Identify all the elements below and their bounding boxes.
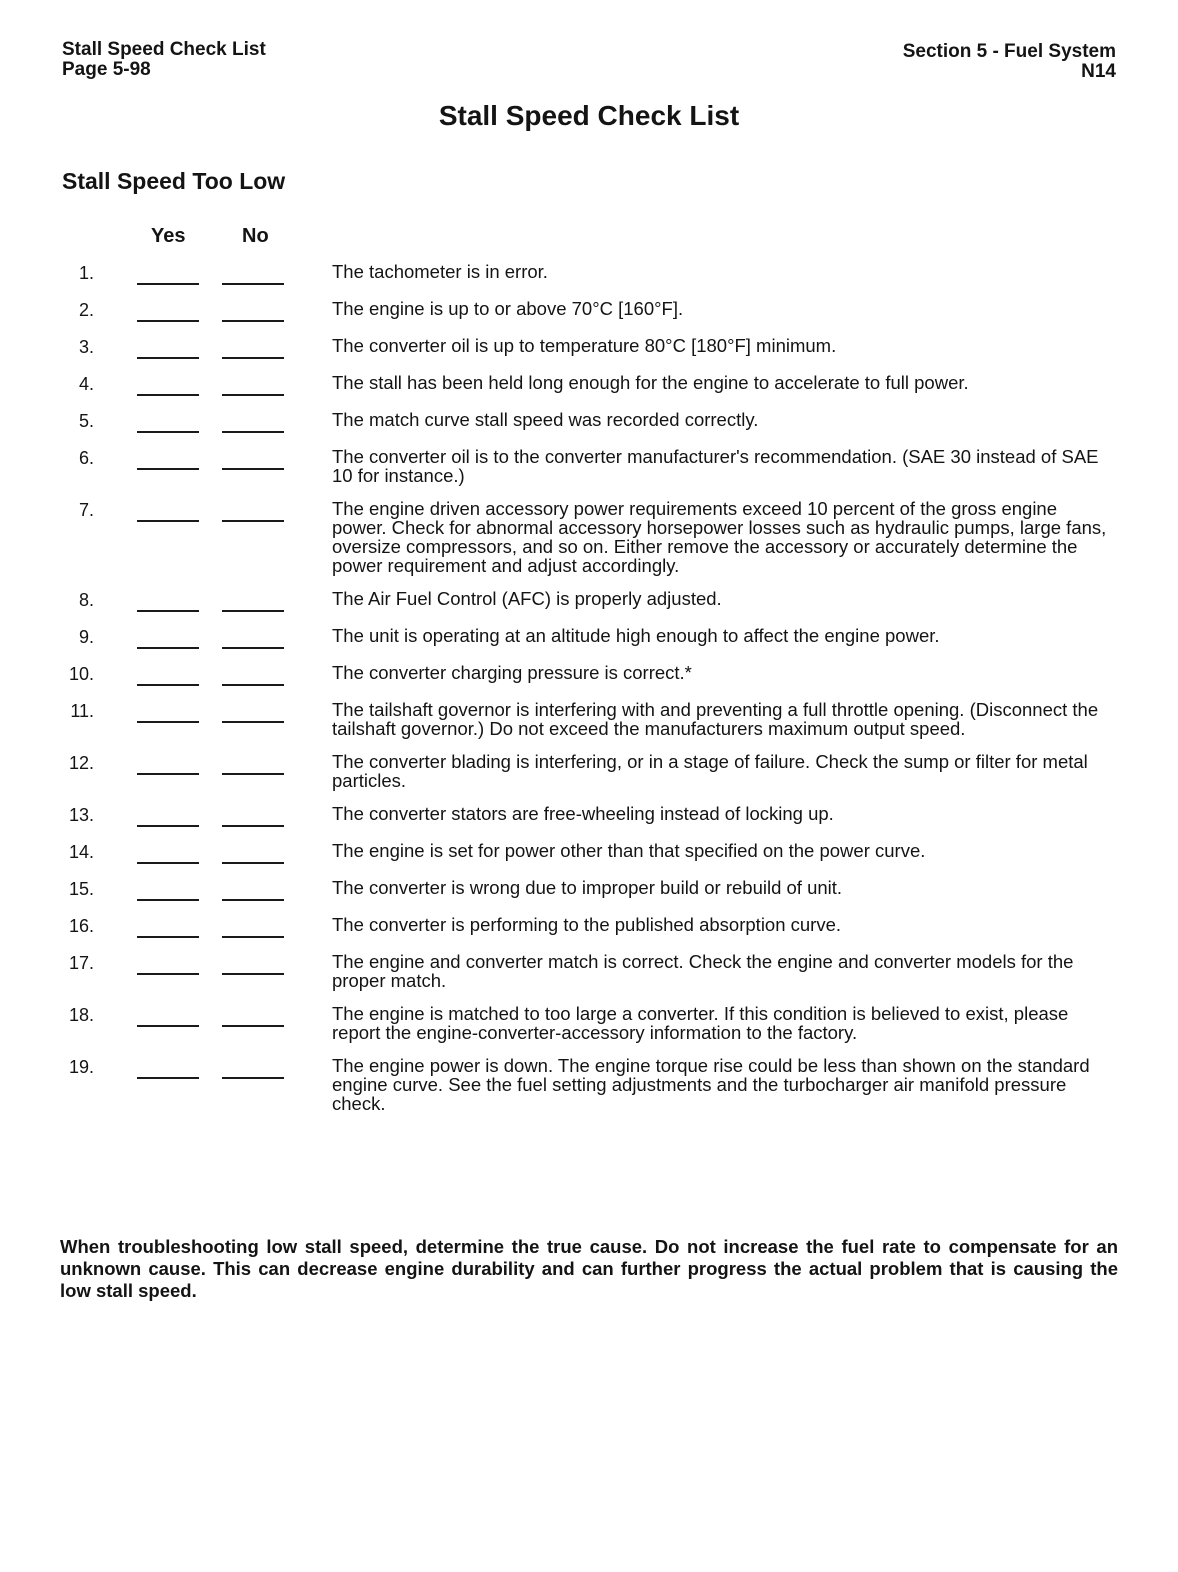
no-answer-blank[interactable]: [222, 936, 284, 938]
checklist-item: [0, 663, 1178, 686]
item-text: The tachometer is in error.: [332, 261, 548, 282]
checklist: [0, 262, 1178, 1127]
checklist-item: [0, 841, 1178, 864]
no-answer-blank[interactable]: [222, 357, 284, 359]
no-answer-blank[interactable]: [222, 394, 284, 396]
checklist-item: [0, 373, 1178, 396]
yes-answer-blank[interactable]: [137, 394, 199, 396]
yes-answer-blank[interactable]: [137, 773, 199, 775]
checklist-item: [0, 752, 1178, 790]
item-number: 14.: [68, 842, 94, 862]
item-number: 9.: [78, 627, 94, 647]
checklist-item: [0, 336, 1178, 359]
yes-answer-blank[interactable]: [137, 684, 199, 686]
no-answer-blank[interactable]: [222, 431, 284, 433]
header-right: [903, 42, 1116, 82]
checklist-item: [0, 410, 1178, 433]
yes-answer-blank[interactable]: [137, 468, 199, 470]
no-answer-blank[interactable]: [222, 647, 284, 649]
no-answer-blank[interactable]: [222, 973, 284, 975]
yes-answer-blank[interactable]: [137, 283, 199, 285]
yes-answer-blank[interactable]: [137, 936, 199, 938]
checklist-item: [0, 952, 1178, 990]
yes-answer-blank[interactable]: [137, 320, 199, 322]
item-text: The converter stators are free-wheeling instead of locking up.: [332, 803, 834, 824]
item-text: The tailshaft governor is interfering with and preventing a full throttle opening. (Disconnect the tailshaft governor.) Do not exceed the manufacturers maximum output speed.: [332, 699, 1099, 739]
item-number: 11.: [70, 701, 94, 721]
item-number: 17.: [68, 953, 94, 973]
item-number: 7.: [78, 500, 94, 520]
item-number: 18.: [68, 1005, 94, 1025]
item-text: The stall has been held long enough for the engine to accelerate to full power.: [332, 372, 969, 393]
item-number: 4.: [78, 374, 94, 394]
item-text: The converter blading is interfering, or in a stage of failure. Check the sump or filter for metal particles.: [332, 751, 1088, 791]
item-number: 6.: [78, 448, 94, 468]
checklist-item: [0, 499, 1178, 575]
no-answer-blank[interactable]: [222, 320, 284, 322]
page-number: Page 5-98: [62, 59, 151, 80]
item-number: 2.: [78, 300, 94, 320]
item-text: The unit is operating at an altitude high enough to affect the engine power.: [332, 625, 940, 646]
item-text: The engine is matched to too large a converter. If this condition is believed to exist, please report the engine-converter-accessory information to the factory.: [332, 1003, 1069, 1043]
item-text: The converter oil is up to temperature 80°C [180°F] minimum.: [332, 335, 837, 356]
yes-answer-blank[interactable]: [137, 357, 199, 359]
no-answer-blank[interactable]: [222, 283, 284, 285]
item-number: 19.: [68, 1057, 94, 1077]
item-text: The engine is set for power other than that specified on the power curve.: [332, 840, 926, 861]
item-text: The converter is performing to the published absorption curve.: [332, 914, 842, 935]
page-title: Stall Speed Check List: [438, 100, 740, 131]
no-answer-blank[interactable]: [222, 468, 284, 470]
checklist-item: [0, 626, 1178, 649]
section-subtitle: Stall Speed Too Low: [62, 168, 286, 194]
checklist-item: [0, 700, 1178, 738]
yes-answer-blank[interactable]: [137, 431, 199, 433]
item-text: The converter oil is to the converter manufacturer's recommendation. (SAE 30 instead of SAE 10 for instance.): [332, 446, 1099, 486]
no-answer-blank[interactable]: [222, 520, 284, 522]
yes-answer-blank[interactable]: [137, 825, 199, 827]
yes-answer-blank[interactable]: [137, 647, 199, 649]
item-number: 10.: [68, 664, 94, 684]
checklist-item: [0, 1004, 1178, 1042]
yes-answer-blank[interactable]: [137, 899, 199, 901]
no-answer-blank[interactable]: [222, 773, 284, 775]
item-number: 16.: [68, 916, 94, 936]
no-column-header: No: [242, 225, 269, 247]
yes-answer-blank[interactable]: [137, 721, 199, 723]
item-text: The converter is wrong due to improper build or rebuild of unit.: [332, 877, 843, 898]
item-number: 8.: [78, 590, 94, 610]
item-number: 3.: [78, 337, 94, 357]
no-answer-blank[interactable]: [222, 862, 284, 864]
checklist-item: [0, 804, 1178, 827]
yes-answer-blank[interactable]: [137, 862, 199, 864]
yes-answer-blank[interactable]: [137, 1025, 199, 1027]
yes-answer-blank[interactable]: [137, 520, 199, 522]
checklist-item: [0, 262, 1178, 285]
document-title-header: Stall Speed Check List: [62, 39, 266, 60]
yes-answer-blank[interactable]: [137, 973, 199, 975]
item-text: The engine is up to or above 70°C [160°F].: [332, 298, 684, 319]
checklist-item: [0, 915, 1178, 938]
item-number: 5.: [78, 411, 94, 431]
item-number: 13.: [68, 805, 94, 825]
item-text: The engine driven accessory power requirements exceed 10 percent of the gross engine power. Check for abnormal accessory horsepower losses such as hydraulic pumps, large fans, oversize compressors, and so on. Either remove the accessory or accurately determine the power requirement and adjust accordingly.: [332, 498, 1107, 576]
item-text: The match curve stall speed was recorded correctly.: [332, 409, 759, 430]
engine-model: N14: [1081, 61, 1116, 82]
yes-column-header: Yes: [151, 225, 186, 247]
item-text: The engine and converter match is correct. Check the engine and converter models for the proper match.: [332, 951, 1074, 991]
no-answer-blank[interactable]: [222, 825, 284, 827]
no-answer-blank[interactable]: [222, 721, 284, 723]
no-answer-blank[interactable]: [222, 610, 284, 612]
checklist-item: [0, 878, 1178, 901]
no-answer-blank[interactable]: [222, 1025, 284, 1027]
item-number: 12.: [68, 753, 94, 773]
item-number: 15.: [68, 879, 94, 899]
no-answer-blank[interactable]: [222, 1077, 284, 1079]
no-answer-blank[interactable]: [222, 899, 284, 901]
item-text: The Air Fuel Control (AFC) is properly adjusted.: [332, 588, 722, 609]
checklist-item: [0, 1056, 1178, 1113]
header-left: [62, 40, 266, 80]
checklist-item: [0, 299, 1178, 322]
checklist-item: [0, 447, 1178, 485]
checklist-item: [0, 589, 1178, 612]
yes-answer-blank[interactable]: [137, 1077, 199, 1079]
section-name: Section 5 - Fuel System: [902, 41, 1116, 62]
troubleshooting-note: When troubleshooting low stall speed, determine the true cause. Do not increase the fuel rate to compensate for an unknown cause. This can decrease engine durability and can further progress the actual problem that is causing the low stall speed.: [60, 1236, 1118, 1301]
item-number: 1.: [78, 263, 94, 283]
item-text: The converter charging pressure is correct.*: [332, 662, 692, 683]
no-answer-blank[interactable]: [222, 684, 284, 686]
item-text: The engine power is down. The engine torque rise could be less than shown on the standard engine curve. See the fuel setting adjustments and the turbocharger air manifold pressure check.: [332, 1055, 1090, 1114]
yes-answer-blank[interactable]: [137, 610, 199, 612]
